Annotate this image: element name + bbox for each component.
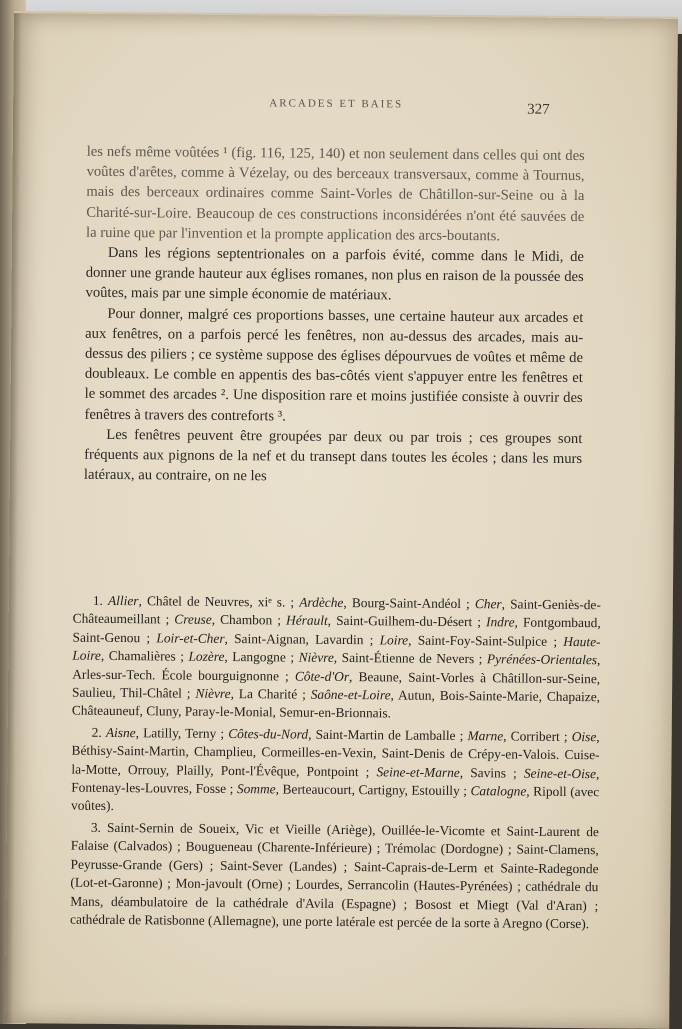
page-number: 327 xyxy=(527,101,550,118)
footnote-text: , Saint-Étienne de Nevers ; xyxy=(333,650,488,667)
place-name-italic: Creuse xyxy=(174,611,212,628)
place-name-italic: Allier xyxy=(107,592,139,609)
place-name-italic: Somme xyxy=(236,781,276,797)
footnote-text: , Saint-Martin de Lamballe ; xyxy=(308,726,468,743)
footnote-text: , Chambon ; xyxy=(211,612,287,628)
place-name-italic: Haute-Loire xyxy=(72,633,601,664)
place-name-italic: Indre xyxy=(485,614,515,630)
footnote-text: , Saint-Aignan, Lavardin ; xyxy=(224,630,380,648)
paragraph: Dans les régions septentrionales on a parfois évité, comme dans le Midi, de donner une grande hauteur aux églises romanes, non plus en raison de la poussée des voûtes, mais par une simple économie de matériaux. xyxy=(85,244,584,304)
place-name-italic: Oise xyxy=(571,728,597,745)
place-name-italic: Ardèche xyxy=(299,594,344,610)
place-name-italic: Saône-et-Loire xyxy=(310,686,391,703)
footnote-text: , Bourg-Saint-Andéol ; xyxy=(343,595,475,612)
footnote-number: 2. xyxy=(91,724,106,740)
footnotes xyxy=(70,592,601,937)
footnote-text: , Saint-Geniès-de-Châteaumeillant ; xyxy=(72,596,601,627)
book-page xyxy=(5,11,678,1029)
place-name-italic: Catalogne xyxy=(470,783,527,799)
footnote-text: , La Charité ; xyxy=(230,686,311,702)
footnote-text: , Béthisy-Saint-Martin, Champlieu, Cormeilles-en-Vexin, Saint-Denis de Crépy-en-Valois. Cuise-la-Motte, Orrouy, Plailly, Pont-l'Évêque, Pontpoint ; xyxy=(71,729,600,779)
paragraph: Pour donner, malgré ces proportions basses, une certaine hauteur aux arcades et aux fenêtres, on a parfois percé les fenêtres, non au-dessus des arcades, mais au-dessus des piliers ; ce système suppose des églises dépourvues de voûtes et même de doubleaux. Le comble en appentis des bas-côtés vient s'appuyer entre les fenêtres et le sommet des arcades ². Une disposition rare et moins justifiée consiste à ouvrir des fenêtres à travers des contreforts ³. xyxy=(84,305,584,425)
footnote-text: , Saint-Guilhem-du-Désert ; xyxy=(327,613,487,630)
footnote-text: , Fontgombaud, Saint-Genou ; xyxy=(72,614,601,646)
place-name-italic: Marne xyxy=(467,727,504,744)
place-name-italic: Côte-d'Or xyxy=(294,668,350,684)
footnote-text: , Savins ; xyxy=(459,764,524,781)
place-name-italic: Seine-et-Marne xyxy=(376,763,460,780)
place-name-italic: Lozère xyxy=(188,648,225,665)
footnote-text: , Beaune, Saint-Vorles à Châtillon-sur-Seine, Saulieu, Thil-Châtel ; xyxy=(72,668,601,701)
main-text xyxy=(84,142,585,490)
footnote-text: Saint-Sernin de Soueix, Vic et Vieille (Ariège), Ouillée-le-Vicomte et Saint-Laurent de Falaise (Calvados) ; Bougueneau (Charente-Inférieure) ; Trémolac (Dordogne) ; Saint-Clamens, Peyrusse-Grande (Gers) ; Saint-Sever (Landes) ; Saint-Caprais-de-Lerm et Sainte-Radegonde (Lot-et-Garonne) ; Mon-javoult (Orne) ; Lourdes, Serrancolin (Hautes-Pyrénées) ; cathédrale du Mans, déambulatoire de la cathédrale d'Avila (Espagne) ; Bosost et Miegt (Val d'Aran) ; cathédrale de Ratisbonne (Allemagne), une porte latérale est percée de la sorte à Aregno (Corse). xyxy=(70,819,599,932)
footnote-text: , Berteaucourt, Cartigny, Estouilly ; xyxy=(275,781,471,799)
place-name-italic: Nièvre xyxy=(195,685,231,702)
place-name-italic: Pyrénées-Orientales xyxy=(486,651,598,668)
place-name-italic: Aisne xyxy=(105,724,136,741)
footnote-text: , Châtel de Neuvres, xiᵉ s. ; xyxy=(138,593,300,610)
running-head: ARCADES ET BAIES xyxy=(269,97,404,111)
footnote-text: , Arles-sur-Tech. École bourguignonne ; xyxy=(72,652,601,684)
place-name-italic: Côtes-du-Nord xyxy=(228,725,309,742)
footnote-2 xyxy=(71,723,600,820)
place-name-italic: Seine-et-Oise xyxy=(523,765,597,781)
place-name-italic: Nièvre xyxy=(298,649,334,666)
footnote-number: 3. xyxy=(90,819,108,835)
footnote-3 xyxy=(70,819,599,934)
footnote-text: , Fontenay-les-Louvres, Fosse ; xyxy=(71,765,600,797)
footnote-text: , Latilly, Terny ; xyxy=(135,725,229,741)
place-name-italic: Loire xyxy=(379,632,409,648)
footnote-text: , Ripoll (avec voûtes). xyxy=(71,783,600,814)
footnote-1 xyxy=(72,592,601,725)
place-name-italic: Loir-et-Cher xyxy=(156,630,225,646)
paragraph: les nefs même voûtées ¹ (fig. 116, 125, 140) et non seulement dans celles qui ont des voûtes d'arêtes, comme à Vézelay, ou des berceaux transversaux, comme à Tournus, mais des berceaux ordinaires comme Saint-Vorles de Châtillon-sur-Seine ou à la Charité-sur-Loire. Beaucoup de ces constructions inconsidérées n'ont été sauvées de la ruine que par l'invention et la prompte application des arcs-boutants. xyxy=(86,143,585,245)
footnote-text: , Autun, Bois-Sainte-Marie, Chapaize, Châteauneuf, Cluny, Paray-le-Monial, Semur-en-Brionnais. xyxy=(71,687,601,721)
footnote-text: , Saint-Foy-Saint-Sulpice ; xyxy=(408,632,564,649)
footnote-number: 1. xyxy=(92,592,109,608)
footnote-text: , Langogne ; xyxy=(224,649,299,665)
paragraph: Les fenêtres peuvent être groupées par deux ou par trois ; ces groupes sont fréquents aux pignons de la nef et du transept dans toutes les écoles ; dans les murs latéraux, au contraire, on ne les xyxy=(83,426,583,485)
footnote-text: , Chamalières ; xyxy=(100,648,189,664)
footnote-text: , Corribert ; xyxy=(503,728,572,744)
place-name-italic: Hérault xyxy=(285,612,328,629)
place-name-italic: Cher xyxy=(474,596,502,612)
